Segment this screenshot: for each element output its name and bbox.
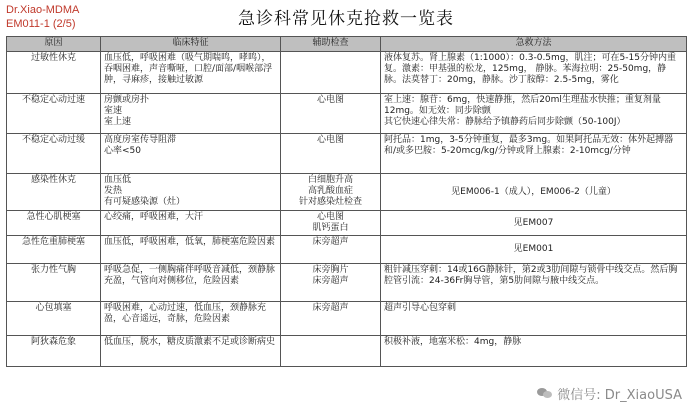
page-title: 急诊科常见休克抢救一览表 [238, 9, 454, 29]
row-cause: 感染性休克 [7, 174, 101, 211]
row-features: 低血压，脱水，糖皮质激素不足或诊断病史 [101, 336, 281, 367]
row-rescue: 粗针减压穿刺：14或16G静脉针，第2或3肋间隙与锁骨中线交点。然后胸腔管引流：24-36Fr胸导管，第5肋间隙与腋中线交点。 [381, 264, 687, 302]
table-row [7, 52, 687, 94]
row-cause: 不稳定心动过速 [7, 94, 101, 134]
row-features: 血压低，呼吸困难，低氧，肺梗塞危险因素 [101, 236, 281, 264]
document-code: EM011-1 (2/5) [6, 18, 76, 30]
brand-name: Dr.Xiao-MDMA [6, 4, 80, 16]
row-cause: 过敏性休克 [7, 52, 101, 94]
row-features: 呼吸急促，一侧胸痛伴呼吸音减低，颈静脉充盈，气管向对侧移位，危险因素 [101, 264, 281, 302]
row-rescue: 超声引导心包穿刺 [381, 302, 687, 336]
wechat-watermark [535, 384, 684, 403]
row-exam: 床旁超声 [281, 236, 381, 264]
row-cause: 心包填塞 [7, 302, 101, 336]
row-exam: 心电图 [281, 134, 381, 174]
row-features: 房颤或房扑 室速 室上速 [101, 94, 281, 134]
table-row [7, 336, 687, 367]
header-features: 临床特征 [101, 37, 281, 52]
row-exam: 白细胞升高 高乳酸血症 针对感染灶检查 [281, 174, 381, 211]
table-header-row [7, 37, 687, 52]
table-row [7, 211, 687, 236]
row-features: 呼吸困难，心动过速，低血压，颈静脉充盈，心音遥远，奇脉，危险因素 [101, 302, 281, 336]
row-exam [281, 52, 381, 94]
row-rescue: 积极补液，地塞米松：4mg，静脉 [381, 336, 687, 367]
row-features: 心绞痛，呼吸困难，大汗 [101, 211, 281, 236]
row-exam [281, 336, 381, 367]
row-exam: 床旁超声 [281, 302, 381, 336]
header-cause: 原因 [7, 37, 101, 52]
row-features: 血压低，呼吸困难（吸气期喘鸣，哮鸣），吞咽困难，声音嘶哑，口腔/面部/咽喉部浮肿，寻麻疹，接触过敏源 [101, 52, 281, 94]
table-row [7, 174, 687, 211]
row-rescue: 室上速：腺苷：6mg，快速静推，然后20ml生理盐水快推；重复剂量12mg。如无效：同步除颤 其它快速心律失常：静脉给予镇静药后同步除颤（50-100J） [381, 94, 687, 134]
row-exam: 心电图 [281, 94, 381, 134]
row-rescue: 见EM006-1（成人），EM006-2（儿童） [381, 174, 687, 211]
row-cause: 阿狄森危象 [7, 336, 101, 367]
row-cause: 急性危重肺梗塞 [7, 236, 101, 264]
table-row [7, 94, 687, 134]
row-cause: 不稳定心动过缓 [7, 134, 101, 174]
row-exam: 心电图 肌钙蛋白 [281, 211, 381, 236]
wechat-icon [537, 387, 553, 400]
header-exam: 辅助检查 [281, 37, 381, 52]
table-row [7, 264, 687, 302]
row-rescue: 液体复苏。肾上腺素（1:1000）：0.3-0.5mg，肌注；可在5-15分钟内重复。激素：甲基强的松龙，125mg， 静脉。苯海拉明：25-50mg，静脉。法莫替丁：20mg，静脉。沙丁胺醇：2.5-5mg，雾化 [381, 52, 687, 94]
row-rescue: 阿托品：1mg，3-5分钟重复，最多3mg。如果阿托品无效：体外起搏器 和/或多巴胺：5-20mcg/kg/分钟或肾上腺素：2-10mcg/分钟 [381, 134, 687, 174]
row-cause: 急性心肌梗塞 [7, 211, 101, 236]
table-row [7, 236, 687, 264]
shock-rescue-table [6, 36, 687, 367]
table-row [7, 134, 687, 174]
row-exam: 床旁胸片 床旁超声 [281, 264, 381, 302]
watermark-text: 微信号: Dr_XiaoUSA [557, 388, 682, 403]
header-rescue: 急救方法 [381, 37, 687, 52]
table-row [7, 302, 687, 336]
row-features: 高度房室传导阻滞 心率<50 [101, 134, 281, 174]
row-features: 血压低 发热 有可疑感染源（灶） [101, 174, 281, 211]
row-cause: 张力性气胸 [7, 264, 101, 302]
row-rescue: 见EM001 [381, 236, 687, 264]
row-rescue: 见EM007 [381, 211, 687, 236]
